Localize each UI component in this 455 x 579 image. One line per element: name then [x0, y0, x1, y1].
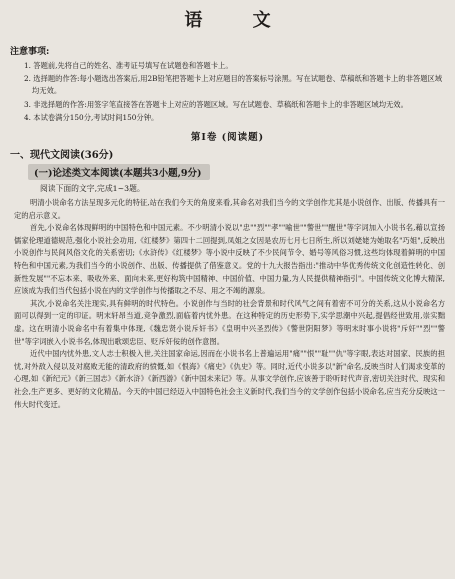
article-paragraph: 其次,小说命名关注现实,具有鲜明的时代特色。小说创作与当时的社会背景和时代风气之间有着密不可分的关系,这从小说命名方面可以得到一定的印证。明末轩昂当道,竞争激烈,面临着内忧外患。在这种特定的历史形势下,实学思潮中兴起,提倡经世致用,崇实黜虚。这在明清小说命名中有着集中体现,《魏忠贤小说斥奸书》《皇明中兴圣烈传》《警世阴阳梦》等明末时事小说将"斥奸""烈""警世"等字词嵌入小说书名,体现出歌颂忠臣、贬斥奸佞的创作意图。 — [14, 298, 445, 346]
notes-item: 2. 选择题的作答:每小题选出答案后,用2B铅笔把答题卡上对应题目的答案标号涂黑。写在试题卷、草稿纸和答题卡上的非答题区域均无效。 — [24, 74, 443, 96]
article-paragraph: 明清小说命名方法呈现多元化的特征,站在我们今天的角度来看,其命名对我们当今的文学创作尤其是小说创作、出版、传播具有一定的启示意义。 — [14, 198, 445, 220]
notes-item: 3. 非选择题的作答:用签字笔直接答在答题卡上对应的答题区域。写在试题卷、草稿纸和答题卡上的非答题区域均无效。 — [24, 99, 408, 109]
notes-list — [10, 60, 445, 124]
subsection-title: (一)论述类文本阅读(本题共3小题,9分) — [28, 164, 210, 180]
notes-item: 4. 本试卷满分150分,考试时间150分钟。 — [24, 112, 159, 122]
instruction: 阅读下面的文字,完成1~3题。 — [40, 184, 145, 194]
article-paragraph: 首先,小说命名体现鲜明的中国特色和中国元素。不少明清小说以"忠""烈""孝""喻世""警世""醒世"等字词加入小说书名,藉以宣扬儒家伦理道德规范,强化小说社会功用,《红楼梦》第四十二回提到,凤姐之女因是农历七月七日所生,所以刘姥姥为她取名"巧姐",反映出小说创作与民间风俗文化的关系密切;《水浒传》《红楼梦》等小说中反映了不少民间节令、婚号等风俗习惯,这些均体现着鲜明的中国特色和中国元素,为我们当今的小说创作、出版、传播提供了借鉴意义。党的十九大报告指出:"推动中华优秀传统文化创造性转化、创新性发展""不忘本来、吸收外来、面向未来,更好构筑中国精神、中国价值、中国力量,为人民提供精神指引"。中国传统文化博大精深,应该成为我们当代包括小说在内的文学创作与传播取之不尽、用之不竭的源泉。 — [14, 223, 445, 296]
part-title: 第Ⅰ卷 (阅读题) — [190, 132, 265, 144]
article-paragraph: 近代中国内忧外患,文人志士积极入世,关注国家命运,因而在小说书名上普遍运用"痛""恨""耻""仇"等字眼,表达对国家、民族的担忧,对外敌入侵以及对腐败无能的清政府的愤慨,如《恨海》《痛史》《仇史》等。同时,近代小说多以"新"命名,反映当时人们渴求变革的心理,如《新纪元》《新三国志》《新水浒》《新西游》《新中国未来记》等。从事文学创作,应该善于聆听时代声音,密切关注时代、现实和社会,生产更多、更好的文化精品。今天的中国已经迈入中国特色社会主义新时代,我们当今的文学创作包括小说命名,应当充分反映这一伟大时代变迁。 — [14, 349, 445, 409]
article — [10, 197, 445, 411]
section-title: 一、现代文阅读(36分) — [10, 150, 114, 162]
page-title: 语 文 — [184, 10, 293, 31]
notes-heading: 注意事项: — [10, 47, 50, 57]
notes-item: 1. 答题前,先将自己的姓名、准考证号填写在试题卷和答题卡上。 — [24, 61, 233, 70]
